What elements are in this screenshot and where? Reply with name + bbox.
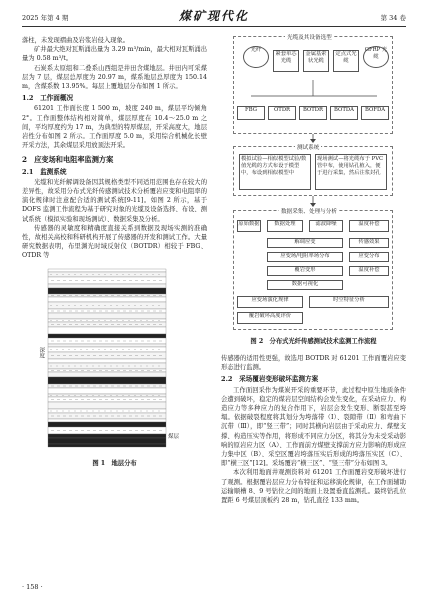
layer-hatch xyxy=(81,349,82,350)
layer-hatch xyxy=(75,320,76,321)
layer-hatch xyxy=(69,365,70,366)
layer-hatch xyxy=(135,305,136,306)
rock-layer xyxy=(48,402,166,409)
layer-hatch xyxy=(57,274,58,275)
layer-hatch xyxy=(159,305,160,306)
right-column xyxy=(221,354,406,505)
layer-hatch xyxy=(81,274,82,275)
device-otdr: OTDR xyxy=(268,106,296,120)
layer-hatch xyxy=(129,410,130,411)
layer-hatch xyxy=(123,274,124,275)
layer-hatch xyxy=(105,349,106,350)
coal-layer xyxy=(48,288,166,294)
layer-hatch xyxy=(129,365,130,366)
proc-raw-data: 原始数据 xyxy=(237,220,261,232)
rock-layer xyxy=(48,419,166,422)
layer-hatch xyxy=(51,395,52,396)
header-rule xyxy=(22,26,406,27)
layer-hatch xyxy=(141,305,142,306)
layer-hatch xyxy=(75,395,76,396)
rock-layer xyxy=(48,272,166,277)
layer-hatch xyxy=(147,410,148,411)
layer-hatch xyxy=(147,320,148,321)
layer-hatch xyxy=(51,320,52,321)
volume-label: 第 34 卷 xyxy=(380,14,406,22)
layer-hatch xyxy=(159,274,160,275)
layer-hatch xyxy=(93,320,94,321)
layer-hatch xyxy=(129,274,130,275)
paragraph: 传感器的适用性更强，故选用 BOTDR 对 61201 工作面覆岩应变形态进行监测。 xyxy=(221,355,406,372)
layer-hatch xyxy=(93,365,94,366)
layer-hatch xyxy=(129,320,130,321)
proc-visualization: 数据可视化 xyxy=(267,280,343,290)
layer-hatch xyxy=(141,320,142,321)
paragraph: 矿井最大绝对瓦斯涌出量为 3.29 m³/min，最大相对瓦斯涌出量为 0.58 m³/t。 xyxy=(22,46,207,63)
layer-hatch xyxy=(69,320,70,321)
issue-label: 2025 年第 4 期 xyxy=(22,14,69,22)
page-number: · 158 · xyxy=(22,583,43,591)
rock-layer xyxy=(48,372,166,377)
layer-hatch xyxy=(141,349,142,350)
depth-axis-label: 深度 xyxy=(38,346,45,358)
layer-hatch xyxy=(147,274,148,275)
layer-hatch xyxy=(69,305,70,306)
layer-hatch xyxy=(99,305,100,306)
layer-hatch xyxy=(51,365,52,366)
fiber-icon-4: 定点式光缆 xyxy=(333,50,359,72)
layer-hatch xyxy=(51,274,52,275)
layer-hatch xyxy=(57,410,58,411)
layer-hatch xyxy=(117,305,118,306)
paragraph: 石炭系太原组和二叠系山西组是井田含煤地层。井田内可采煤层为 7 层，煤层总厚度为 20.97 m，煤系地层总厚度为 150.14 m，含煤系数 13.95%。每层上覆地层分布如图 1 所示。 xyxy=(22,64,207,91)
layer-hatch xyxy=(105,320,106,321)
proc-temp-comp: 温度补偿 xyxy=(349,220,389,232)
layer-hatch xyxy=(111,365,112,366)
strata-figure xyxy=(22,267,207,457)
layer-hatch xyxy=(117,274,118,275)
rock-layer xyxy=(48,359,166,363)
rock-layer xyxy=(48,313,166,319)
layer-hatch xyxy=(111,320,112,321)
layer-hatch xyxy=(63,274,64,275)
layer-hatch xyxy=(153,274,154,275)
layer-hatch xyxy=(135,365,136,366)
section-heading: 1.2 工作面概况 xyxy=(22,94,74,103)
layer-hatch xyxy=(135,320,136,321)
proc-denoise: 滤波降噪 xyxy=(309,220,343,232)
paragraph: 本次利用地面井观测资料对 61201 工作面覆岩变形破坏进行了观测。根据覆岩层应力分布特征和运移演化规律，在工作面辅助运输顺槽 8、9 号钻位之间的地面上设置垂直监测孔。最终钻孔位置距 6 号煤层顶板约 28 m，钻孔直径 133 mm。 xyxy=(221,469,406,505)
figure-caption: 图 2 分布式光纤传感测试技术监测工作流程 xyxy=(250,338,377,345)
layer-hatch xyxy=(123,305,124,306)
result-spatiotemporal: 时空特征分析 xyxy=(309,296,389,308)
rock-layer xyxy=(48,347,166,352)
layer-hatch xyxy=(75,305,76,306)
device-botdr: BOTDR xyxy=(299,106,327,120)
layer-hatch xyxy=(63,305,64,306)
proc-strain: 解调应变 xyxy=(267,238,343,248)
layer-hatch xyxy=(81,365,82,366)
rock-layer xyxy=(48,394,166,397)
layer-hatch xyxy=(123,320,124,321)
section-heading: 2 应变场和电阻率监测方案 xyxy=(22,155,114,165)
layer-hatch xyxy=(153,395,154,396)
paragraph: 光缆和光纤解调设备因其规格类型不同适用范围也存在较大的差异性，故采用分布式光纤传感测试技术分析覆岩应变和电阻率的演化规律时注意配合适的测试系统[9-11]。如图 2 所示，基于 DOFS 监测工作流程为基于研究对象的光缆及设备选择、布设、测试系统（模拟实验和现场测试）、数据采集及分析。 xyxy=(22,178,207,223)
strata-column xyxy=(22,267,207,449)
layer-hatch xyxy=(93,305,94,306)
layer-hatch xyxy=(111,349,112,350)
layer-hatch xyxy=(63,365,64,366)
layer-hatch xyxy=(57,395,58,396)
layer-hatch xyxy=(105,305,106,306)
layer-hatch xyxy=(135,395,136,396)
layer-hatch xyxy=(87,274,88,275)
layer-hatch xyxy=(93,410,94,411)
layer-hatch xyxy=(117,410,118,411)
proc-data-processing: 数据处理 xyxy=(267,220,303,232)
layer-hatch xyxy=(87,349,88,350)
layer-hatch xyxy=(111,274,112,275)
layer-hatch xyxy=(159,395,160,396)
layer-hatch xyxy=(93,274,94,275)
layer-hatch xyxy=(153,365,154,366)
test-lab-box: 模拟试验—相似模型试验/数值光缆的方式布设于模型中，布设到相似模型中 xyxy=(239,154,311,190)
layer-hatch xyxy=(51,349,52,350)
layer-hatch xyxy=(93,395,94,396)
layer-hatch xyxy=(111,410,112,411)
layer-hatch xyxy=(99,274,100,275)
layer-hatch xyxy=(123,395,124,396)
journal-title: 煤矿现代化 xyxy=(178,9,249,23)
layer-hatch xyxy=(123,349,124,350)
layer-hatch xyxy=(57,320,58,321)
layer-hatch xyxy=(99,410,100,411)
layer-hatch xyxy=(57,365,58,366)
layer-hatch xyxy=(93,349,94,350)
layer-hatch xyxy=(69,410,70,411)
layer-hatch xyxy=(75,349,76,350)
layer-hatch xyxy=(135,410,136,411)
layer-hatch xyxy=(99,395,100,396)
layer-hatch xyxy=(75,365,76,366)
fiber-icon-1: 光纤 xyxy=(243,46,269,68)
layer-hatch xyxy=(159,410,160,411)
layer-hatch xyxy=(87,320,88,321)
fiber-icon-5: GFRP 光缆 xyxy=(363,46,389,68)
layer-hatch xyxy=(87,395,88,396)
layer-hatch xyxy=(141,410,142,411)
layer-hatch xyxy=(99,320,100,321)
layer-hatch xyxy=(141,365,142,366)
layer-hatch xyxy=(87,305,88,306)
layer-hatch xyxy=(129,349,130,350)
layer-hatch xyxy=(69,274,70,275)
proc-sensing: 传感效果 xyxy=(349,238,389,248)
left-column xyxy=(22,36,207,468)
paragraph: 工作面回采作为煤炭开采的重要环节，此过程中原生地质条件会遭到破坏，稳定的煤岩层空间结构会发生变化，在采动应力、构造应力等多种应力的复合作用下，岩层会发生变形、断裂甚至垮塌。依据破裂程度将其划分为垮落带（Ⅰ）、裂隙带（Ⅱ）和弯曲下沉带（Ⅲ），即“竖三带”；同时其横向岩层由于采动应力、煤壁支撑、构造压实等作用，将形成不同应力分区，将其分为未受采动影响的原岩应力区（A）、工作面前方煤壁支撑前方应力影响的形成应力集中区（B）、采空区覆岩垮落压实后形成的垮落压实区（C）、即“横三区”[12]。采场覆岩“横三区”、“竖三带”分布如图 3。 xyxy=(221,386,406,468)
layer-hatch xyxy=(123,365,124,366)
paragraph: 传感器的灵敏度和精确度直接关系到数据及现场实测的准确性，故相关高校和科研机构开展了传感器的开发和测试工作。大量研究数据表明，布里渊光时域反射仪（BOTDR）相较于 FBG、OTDR 等 xyxy=(22,224,207,260)
layer-hatch xyxy=(99,365,100,366)
device-bofda: BOFDA xyxy=(361,106,389,120)
frame-title: 数据采集、处理与分析 xyxy=(281,209,337,215)
layer-hatch xyxy=(63,349,64,350)
rock-layer xyxy=(48,297,166,302)
layer-hatch xyxy=(147,365,148,366)
rock-layer xyxy=(48,344,166,347)
fiber-icon-2: 紧套单芯光缆 xyxy=(273,50,299,72)
rock-layer xyxy=(48,269,166,272)
paragraph: 落柱，未发现褶曲及岩浆岩侵入现象。 xyxy=(22,37,130,44)
coal-layer xyxy=(48,438,166,444)
layer-hatch xyxy=(69,395,70,396)
coal-layer xyxy=(48,377,166,384)
device-botda: BOTDA xyxy=(330,106,358,120)
figure-caption: 图 1 地层分布 xyxy=(92,459,137,467)
layer-hatch xyxy=(111,305,112,306)
rock-layer xyxy=(48,319,166,322)
coal-seam-label: 煤层 xyxy=(168,433,180,440)
rock-layer xyxy=(48,409,166,413)
proc-strain-dist: 应变分布 xyxy=(349,252,389,262)
fiber-icon-3: 金属基索状光缆 xyxy=(303,50,329,72)
layer-hatch xyxy=(63,410,64,411)
page-header xyxy=(22,6,406,28)
proc-field-dist: 应变场/电阻率场分布 xyxy=(267,252,343,262)
layer-hatch xyxy=(111,395,112,396)
layer-hatch xyxy=(141,274,142,275)
layer-hatch xyxy=(129,305,130,306)
layer-hatch xyxy=(57,349,58,350)
device-fbg: FBG xyxy=(237,106,265,120)
layer-hatch xyxy=(135,349,136,350)
rock-layer xyxy=(48,284,166,288)
layer-hatch xyxy=(87,365,88,366)
paragraph: 61201 工作面长度 1 500 m，坡度 240 m，煤层平均倾角 2°。工作面整体结构相对简单，煤层厚度在 10.4～25.0 m 之间，平均厚度约为 17 m，为典型的特厚煤层，开采高度大，地层岩性分布如图 2 所示。工作面厚度 5.0 m，采用综合机械化长壁开采方法，其余煤层采用放顶法开采。 xyxy=(22,105,207,150)
coal-layer xyxy=(48,434,166,438)
layer-hatch xyxy=(105,410,106,411)
rock-layer xyxy=(48,327,166,334)
section-heading: 2.1 监测系统 xyxy=(22,167,67,176)
coal-layer xyxy=(48,334,166,338)
layer-hatch xyxy=(129,395,130,396)
layer-hatch xyxy=(153,320,154,321)
layer-hatch xyxy=(105,274,106,275)
layer-hatch xyxy=(75,274,76,275)
layer-hatch xyxy=(159,320,160,321)
layer-hatch xyxy=(81,305,82,306)
layer-hatch xyxy=(117,349,118,350)
coal-layer xyxy=(48,422,166,427)
layer-hatch xyxy=(147,395,148,396)
layer-hatch xyxy=(87,410,88,411)
result-strain-evolution: 应变场演化规律 xyxy=(237,296,303,308)
layer-hatch xyxy=(105,395,106,396)
layer-hatch xyxy=(57,305,58,306)
layer-hatch xyxy=(159,349,160,350)
layer-hatch xyxy=(123,410,124,411)
layer-hatch xyxy=(117,320,118,321)
layer-hatch xyxy=(105,365,106,366)
layer-hatch xyxy=(153,410,154,411)
layer-hatch xyxy=(135,274,136,275)
layer-hatch xyxy=(153,349,154,350)
frame-title: 测试系统 xyxy=(297,145,320,151)
proc-temp-comp-2: 温度补偿 xyxy=(349,266,389,276)
layer-hatch xyxy=(147,349,148,350)
layer-hatch xyxy=(81,320,82,321)
rock-layer xyxy=(48,302,166,309)
section-heading: 2.2 采场覆岩变形破坏监测方案 xyxy=(221,375,319,384)
layer-hatch xyxy=(117,395,118,396)
workflow-diagram xyxy=(221,36,406,348)
layer-hatch xyxy=(99,349,100,350)
layer-hatch xyxy=(69,349,70,350)
test-field-box: 现场测试—将光缆布于 PVC 管中布，使用钻孔植入，便于进行采集，然后注浆封孔 xyxy=(315,154,387,190)
coal-layer xyxy=(48,444,166,447)
layer-hatch xyxy=(63,320,64,321)
layer-hatch xyxy=(75,410,76,411)
layer-hatch xyxy=(81,410,82,411)
layer-hatch xyxy=(51,410,52,411)
rock-layer xyxy=(48,363,166,369)
rock-layer xyxy=(48,388,166,394)
layer-hatch xyxy=(147,305,148,306)
layer-hatch xyxy=(159,365,160,366)
layer-hatch xyxy=(117,365,118,366)
frame-title: 光缆及其设备选型 xyxy=(287,35,332,41)
layer-hatch xyxy=(63,395,64,396)
proc-deformation: 覆岩变形 xyxy=(267,266,343,276)
result-failure-height: 覆岩破坏高度评价 xyxy=(237,312,303,324)
layer-hatch xyxy=(51,305,52,306)
layer-hatch xyxy=(153,305,154,306)
layer-hatch xyxy=(141,395,142,396)
layer-hatch xyxy=(81,395,82,396)
